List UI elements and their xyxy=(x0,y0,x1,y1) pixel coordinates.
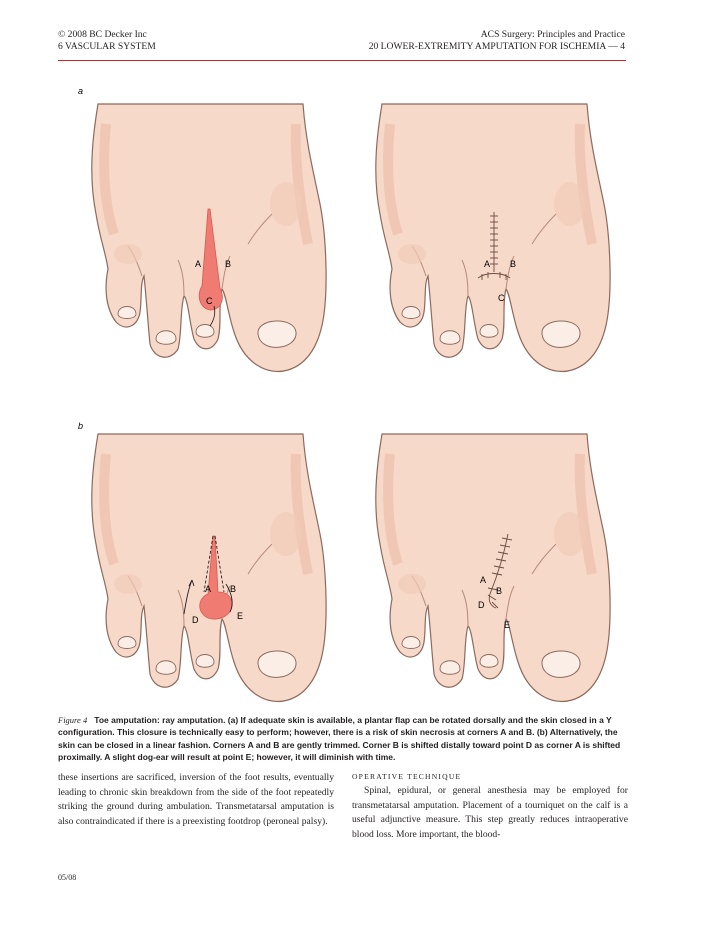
label-a2-B: B xyxy=(510,259,517,269)
caption-text: Toe amputation: ray amputation. (a) If adequate skin is available, a plantar flap can be rotated dorsally and the skin closed in a Y configuration. This closure is technically easy to perform; however, there is a risk of skin necrosis at corners A and B. (b) Alternatively, the skin can be closed in a linear fashion. Corners A and B are gently trimmed. Corner B is shifted distally toward point D as corner A is shifted proximally. A slight dog-ear will result at point E; however, it will diminish with time. xyxy=(58,715,621,763)
panel-b-label: b xyxy=(78,421,84,431)
section-heading: OPERATIVE TECHNIQUE xyxy=(352,772,462,781)
chapter-title: 20 LOWER-EXTREMITY AMPUTATION FOR ISCHEMIA — 4 xyxy=(368,41,625,52)
book-title: ACS Surgery: Principles and Practice xyxy=(480,29,625,40)
page-footer-date: 05/08 xyxy=(58,873,77,882)
label-a2-C: C xyxy=(498,293,505,303)
body-column-right xyxy=(352,771,628,842)
label-b1-B: B xyxy=(230,584,237,594)
right-column-text: Spinal, epidural, or general anesthesia may be employed for transmetatarsal amputation. Placement of a tourniquet on the calf is a useful adjunctive measure. This step greatly reduces intraoperative blood loss. More important, the blood- xyxy=(352,785,628,840)
panel-a-label: a xyxy=(78,86,84,96)
running-header-right xyxy=(369,29,625,53)
label-b1-A: A xyxy=(205,584,212,594)
label-b2-A: A xyxy=(480,575,487,585)
header-rule xyxy=(58,60,626,61)
label-b2-B: B xyxy=(496,586,503,596)
foot-a2 xyxy=(376,104,610,371)
label-b1-E: E xyxy=(237,611,244,621)
figure-4-illustration xyxy=(58,64,626,706)
label-a1-A: A xyxy=(195,259,202,269)
label-b1-D: D xyxy=(192,615,199,625)
left-column-text: these insertions are sacrificed, inversion of the foot results, eventually leading to chronic skin breakdown from the side of the foot repeatedly striking the ground during ambulation. Transmetatarsal amputation is also contraindicated if there is a preexisting footdrop (peroneal palsy). xyxy=(58,772,334,827)
label-b2-E: E xyxy=(504,620,511,630)
body-column-left xyxy=(58,771,334,829)
copyright-line: © 2008 BC Decker Inc xyxy=(58,29,147,40)
label-b2-D: D xyxy=(478,600,485,610)
foot-b1 xyxy=(92,434,326,701)
label-a2-A: A xyxy=(484,259,491,269)
label-a1-B: B xyxy=(225,259,232,269)
section-name: 6 VASCULAR SYSTEM xyxy=(58,41,156,52)
label-a1-C: C xyxy=(206,296,213,306)
running-header-left xyxy=(58,29,156,53)
foot-b2 xyxy=(376,434,610,701)
figure-label: Figure 4 xyxy=(58,715,88,725)
figure-caption xyxy=(58,714,626,764)
